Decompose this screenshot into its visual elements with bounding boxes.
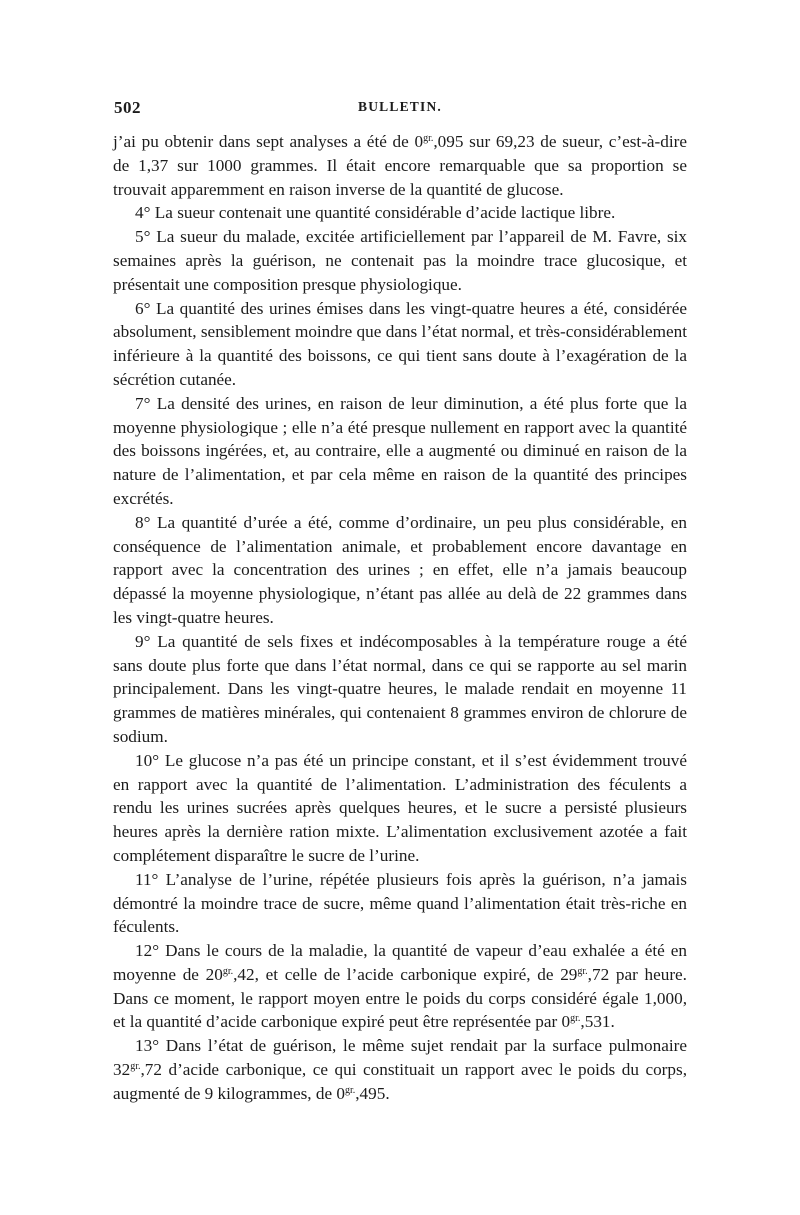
unit-superscript: gr.	[577, 965, 588, 977]
unit-superscript: gr.	[570, 1013, 581, 1025]
paragraph-item-8: 8° La quantité d’urée a été, comme d’ordinaire, un peu plus considérable, en conséquence de l’alimentation animale, et probablement encore davantage en rapport avec la concentration des urines ; en effet, elle n’a jamais beaucoup dépassé la moyenne physiologique, n’étant pas allée au delà de 22 grammes dans les vingt-quatre heures.	[113, 512, 687, 627]
paragraph-item-6: 6° La quantité des urines émises dans les vingt-quatre heures a été, considérée absolument, sensiblement moindre que dans l’état normal, et très-considérablement inférieure à la quantité des boissons, ce qui tient sans doute à l’exagération de la sécrétion cutanée.	[113, 298, 687, 389]
paragraph-item-7: 7° La densité des urines, en raison de leur diminution, a été plus forte que la moyenne physiologique ; elle n’a été presque nullement en rapport avec la quantité des boissons ingérées, et, au contraire, elle a augmenté ou diminué en raison de la nature de l’alimentation, et par cela même en raison de la quantité des principes excrétés.	[113, 393, 687, 508]
text-segment: ,42, et celle de l’acide carbonique expiré, de 29	[233, 964, 578, 984]
text-segment: ,72 par heure. Dans ce moment, le rapport moyen entre le poids du corps considéré égale 1,000, et la quantité d’acide carbonique expiré peut être représentée par 0	[113, 964, 687, 1032]
paragraph-item-13	[113, 1034, 687, 1105]
paragraph-item-12	[113, 939, 687, 1034]
paragraph-item-11: 11° L’analyse de l’urine, répétée plusieurs fois après la guérison, n’a jamais démontré la moindre trace de sucre, même quand l’alimentation était très-riche en féculents.	[113, 869, 687, 937]
text-segment: ,495.	[355, 1083, 390, 1103]
unit-superscript: gr.	[130, 1061, 141, 1073]
running-title: BULLETIN.	[358, 99, 442, 114]
paragraph-item-5: 5° La sueur du malade, excitée artificiellement par l’appareil de M. Favre, six semaines après la guérison, ne contenait pas la moindre trace glucosique, et présentait une composition presque physiologique.	[113, 227, 687, 294]
text-segment: ,531.	[580, 1012, 615, 1032]
unit-superscript: gr.	[222, 965, 234, 977]
paragraph-item-10: 10° Le glucose n’a pas été un principe constant, et il s’est évidemment trouvé en rapport avec la quantité de l’alimentation. L’administration des féculents a rendu les urines sucrées après quelques heures, et le sucre a persisté plusieurs heures après la dernière ration mixte. L’alimentation exclusivement azotée a fait complétement disparaître le sucre de l’urine.	[113, 750, 687, 865]
page-header	[113, 98, 687, 122]
body-text	[113, 130, 687, 1106]
text-segment: 13° Dans l’état de guérison, le même sujet rendait par la surface pulmonaire 32	[113, 1036, 687, 1080]
paragraph-continuation	[113, 130, 687, 201]
paragraph-item-9: 9° La quantité de sels fixes et indécomposables à la température rouge a été sans doute plus forte que dans l’état normal, dans ce qui se rapporte au sel marin principalement. Dans les vingt-quatre heures, le malade rendait en moyenne 11 grammes de matières minérales, qui contenaient 8 grammes environ de chlorure de sodium.	[113, 631, 687, 746]
page-number: 502	[114, 98, 141, 117]
text-segment: ,72 d’acide carbonique, ce qui constituait un rapport avec le poids du corps, augmenté de 9 kilogrammes, de 0	[113, 1060, 687, 1103]
text-segment: ,095 sur 69,23 de sueur, c’est-à-dire de 1,37 sur 1000 grammes. Il était encore remarquable que sa proportion se trouvait apparemment en raison inverse de la quantité de glucose.	[113, 132, 687, 199]
unit-superscript: gr.	[423, 133, 434, 144]
text-segment: 12° Dans le cours de la maladie, la quantité de vapeur d’eau exhalée a été en moyenne de 20	[113, 941, 687, 984]
paragraph-item-4: 4° La sueur contenait une quantité considérable d’acide lactique libre.	[135, 203, 616, 223]
text-segment: j’ai pu obtenir dans sept analyses a été de 0	[113, 132, 424, 151]
unit-superscript: gr.	[344, 1084, 356, 1096]
document-page	[113, 98, 687, 1106]
